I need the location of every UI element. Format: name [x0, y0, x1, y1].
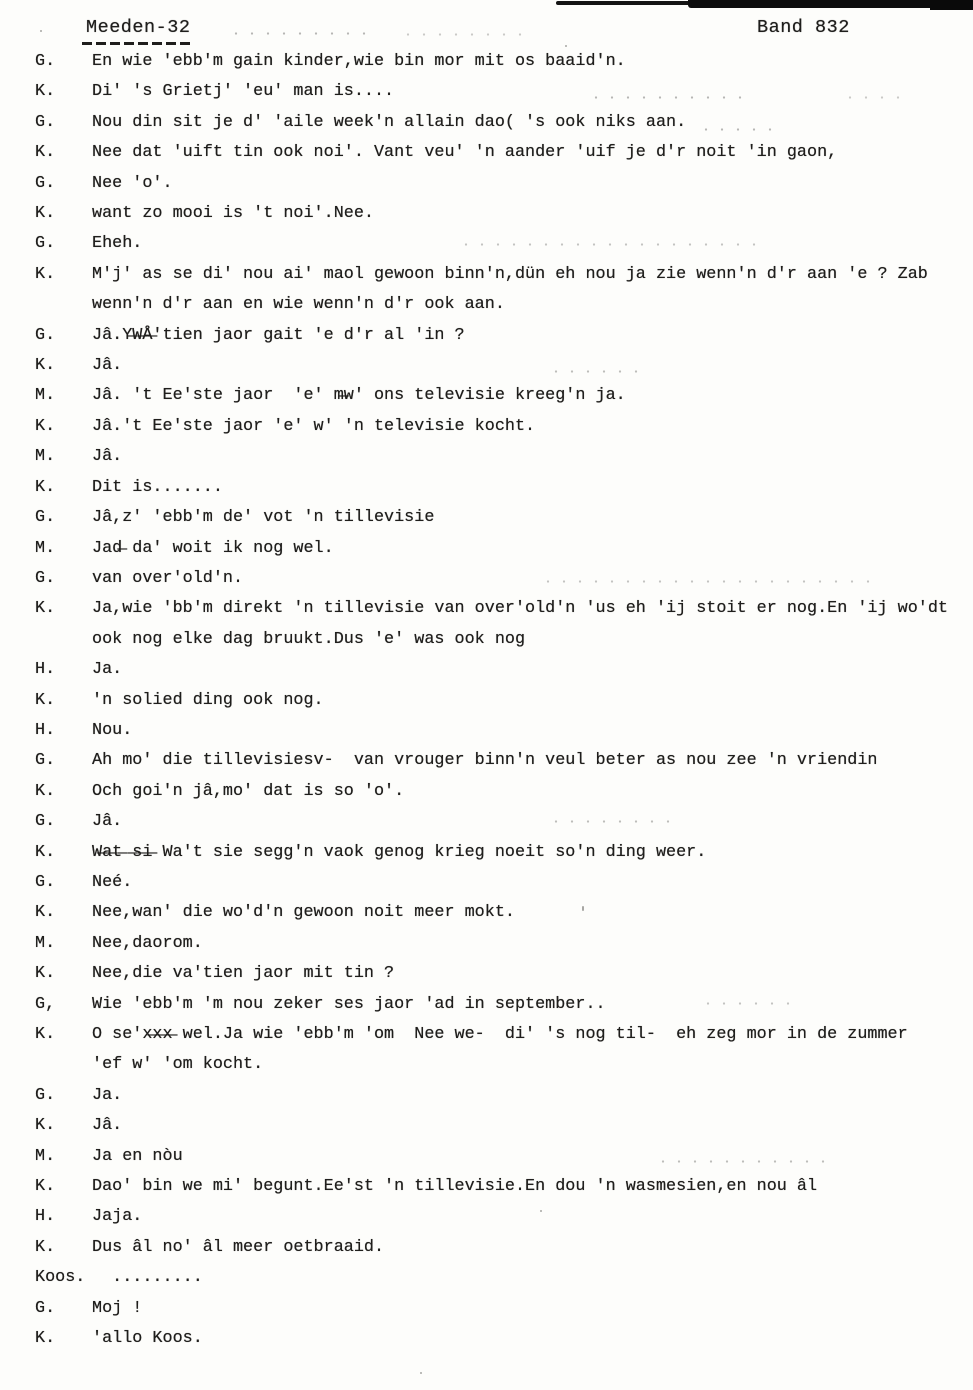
speaker-label: K.	[35, 903, 56, 923]
speaker-label: K.	[35, 1116, 56, 1136]
scan-noise	[420, 1372, 422, 1374]
line-text: Nee 'o'.	[92, 173, 173, 193]
line-text: Jâ,z' 'ebb'm de' vot 'n tillevisie	[92, 508, 435, 528]
transcript-line	[35, 412, 973, 442]
line-text: Jad̶ da' woit ik nog wel.	[92, 538, 334, 558]
speaker-label: G.	[35, 1298, 56, 1318]
transcript-line	[35, 1111, 973, 1141]
speaker-label: K.	[35, 964, 56, 984]
scan-noise	[700, 1002, 790, 1005]
scan-noise	[655, 1160, 835, 1163]
speaker-label: M.	[35, 538, 56, 558]
transcript-line	[35, 777, 973, 807]
line-text: Jâ.	[92, 447, 123, 467]
speaker-label: K.	[35, 477, 56, 497]
line-text: Neé.	[92, 872, 133, 892]
speaker-label: K.	[35, 356, 56, 376]
line-text: 'ef w' 'om kocht.	[92, 1055, 264, 1075]
transcript-line	[35, 108, 973, 138]
speaker-label: G,	[35, 994, 56, 1014]
transcript-line	[35, 351, 973, 381]
transcript-line	[35, 990, 973, 1020]
transcript-line	[35, 1142, 973, 1172]
speaker-label: G.	[35, 112, 56, 132]
scan-noise	[698, 128, 778, 131]
speaker-label: G.	[35, 872, 56, 892]
line-text: Jâ.	[92, 1116, 123, 1136]
line-text: Nee,die va'tien jaor mit tin ?	[92, 964, 395, 984]
transcript-line	[35, 290, 973, 320]
scan-noise	[548, 370, 638, 373]
line-text: En wie 'ebb'm gain kinder,wie bin mor mit os baaid'n.	[92, 52, 626, 71]
transcript-line	[35, 929, 973, 959]
speaker-label: M.	[35, 386, 56, 406]
transcript-line	[35, 534, 973, 564]
transcript-line	[35, 807, 973, 837]
transcript-line	[35, 1081, 973, 1111]
speaker-label: K.	[35, 1329, 56, 1349]
transcript-line	[35, 1233, 973, 1263]
transcript-line	[35, 746, 973, 776]
transcript-line	[35, 1050, 973, 1080]
transcript-line	[35, 838, 973, 868]
line-text: Dus âl no' âl meer oetbraaid.	[92, 1237, 385, 1257]
line-text: O se'x̶x̶x̶ wel.Ja wie 'ebb'm 'om Nee we- di' 's nog til- eh zeg mor in de zummer	[92, 1025, 908, 1044]
transcript-line	[35, 898, 973, 928]
speaker-label: M.	[35, 1146, 56, 1166]
scan-noise	[842, 96, 912, 99]
speaker-label: H.	[35, 1207, 56, 1227]
line-text: Nee,wan' die wo'd'n gewoon noit meer mokt.	[92, 903, 515, 923]
speaker-label: H.	[35, 720, 56, 740]
speaker-label: K.	[35, 82, 56, 102]
scan-noise	[458, 243, 758, 246]
speaker-label: M.	[35, 933, 56, 953]
speaker-label: K.	[35, 1025, 56, 1044]
transcript-line	[35, 442, 973, 472]
scan-noise	[400, 33, 530, 36]
transcript-line	[35, 1294, 973, 1324]
line-text: Dit is.......	[92, 477, 223, 497]
scan-noise	[548, 820, 678, 823]
transcript-line	[35, 625, 973, 655]
line-text: Ja.	[92, 1085, 123, 1105]
transcript-line	[35, 473, 973, 503]
line-text: Nou din sit je d' 'aile week'n allain dao( 's ook niks aan.	[92, 112, 687, 132]
line-text: Nee dat 'uift tin ook noi'. Vant veu' 'n aander 'uif je d'r noit 'in gaon,	[92, 143, 838, 163]
band-number: Band 832	[757, 17, 850, 38]
line-text: Ja.	[92, 660, 123, 680]
line-text: Eheh.	[92, 234, 143, 254]
line-text: Moj !	[92, 1298, 143, 1318]
line-text: ook nog elke dag bruukt.Dus 'e' was ook nog	[92, 629, 526, 649]
transcript-line	[35, 1263, 973, 1293]
transcript-line	[35, 959, 973, 989]
line-text: Jâ.'t Ee'ste jaor 'e' w' 'n televisie kocht.	[92, 416, 536, 436]
transcript-line	[35, 138, 973, 168]
transcript-line	[35, 321, 973, 351]
speaker-label: G.	[35, 812, 56, 832]
speaker-label: M.	[35, 447, 56, 467]
speaker-label: G.	[35, 1085, 56, 1105]
transcript-line	[35, 1324, 973, 1354]
line-text: Ja,wie 'bb'm direkt 'n tillevisie van over'old'n 'us eh 'ij stoit er nog.En 'ij wo'dt	[92, 599, 948, 619]
line-text: Jâ.Y̶W̶Å̶'tien jaor gait 'e d'r al 'in ?	[92, 325, 465, 345]
transcript-line	[35, 686, 973, 716]
speaker-label: K.	[35, 599, 56, 619]
transcript-line	[35, 77, 973, 107]
speaker-label: K.	[35, 690, 56, 710]
speaker-label: K.	[35, 416, 56, 436]
scan-noise	[540, 580, 870, 583]
line-text: Jâ. 't Ee'ste jaor 'e' m̶w' ons televisie kreeg'n ja.	[92, 386, 626, 406]
line-text: .........	[92, 1268, 203, 1288]
transcript-line	[35, 655, 973, 685]
transcript-line	[35, 868, 973, 898]
transcript-line	[35, 716, 973, 746]
line-text: M'j' as se di' nou ai' maol gewoon binn'n,dün eh nou ja zie wenn'n d'r aan 'e ? Zab	[92, 264, 928, 284]
page-title: Meeden-32	[86, 17, 191, 38]
speaker-label: G.	[35, 325, 56, 345]
scan-noise	[540, 1210, 542, 1212]
transcript-line	[35, 169, 973, 199]
scan-noise	[228, 32, 378, 35]
speaker-label: K.	[35, 204, 56, 224]
line-text: Jâ.	[92, 812, 123, 832]
line-text: Jaja.	[92, 1207, 143, 1227]
speaker-label: G.	[35, 52, 56, 71]
line-text: W̶a̶t̶ ̶s̶i̶ Wa't sie segg'n vaok genog krieg noeit so'n ding weer.	[92, 842, 707, 862]
speaker-label: Koos.	[35, 1268, 86, 1288]
transcript-line	[35, 1202, 973, 1232]
line-text: Ah mo' die tillevisiesv- van vrouger binn'n veul beter as nou zee 'n vriendin	[92, 751, 878, 771]
scan-noise	[40, 30, 42, 32]
line-text: Nou.	[92, 720, 133, 740]
transcript-line	[35, 199, 973, 229]
speaker-label: K.	[35, 842, 56, 862]
line-text: 'n solied ding ook nog.	[92, 690, 324, 710]
line-text: want zo mooi is 't noi'.Nee.	[92, 204, 374, 224]
line-text: Di' 's Grietj' 'eu' man is....	[92, 82, 395, 102]
speaker-label: G.	[35, 234, 56, 254]
speaker-label: G.	[35, 751, 56, 771]
scan-artifact-bar	[930, 0, 973, 10]
line-text: 'allo Koos.	[92, 1329, 203, 1349]
line-text: Ja en nòu	[92, 1146, 183, 1166]
speaker-label: H.	[35, 660, 56, 680]
line-text: Wie 'ebb'm 'm nou zeker ses jaor 'ad in september..	[92, 994, 606, 1014]
line-text: Nee,daorom.	[92, 933, 203, 953]
speaker-label: G.	[35, 173, 56, 193]
scan-noise	[588, 96, 748, 99]
transcript-line	[35, 1020, 973, 1050]
line-text: Jâ.	[92, 356, 123, 376]
line-text: Dao' bin we mi' begunt.Ee'st 'n tillevisie.En dou 'n wasmesien,en nou âl	[92, 1177, 818, 1197]
speaker-label: K.	[35, 781, 56, 801]
transcript-line	[35, 1172, 973, 1202]
transcript-line	[35, 594, 973, 624]
scan-noise	[582, 906, 584, 911]
line-text: wenn'n d'r aan en wie wenn'n d'r ook aan.	[92, 295, 505, 315]
transcript-line	[35, 260, 973, 290]
line-text: van over'old'n.	[92, 568, 244, 588]
speaker-label: G.	[35, 508, 56, 528]
transcript-line	[35, 381, 973, 411]
speaker-label: K.	[35, 1237, 56, 1257]
scan-noise	[565, 45, 567, 47]
speaker-label: K.	[35, 1177, 56, 1197]
line-text: Och goi'n jâ,mo' dat is so 'o'.	[92, 781, 405, 801]
transcript-line	[35, 503, 973, 533]
speaker-label: K.	[35, 143, 56, 163]
speaker-label: G.	[35, 568, 56, 588]
speaker-label: K.	[35, 264, 56, 284]
transcript-line	[35, 47, 973, 77]
